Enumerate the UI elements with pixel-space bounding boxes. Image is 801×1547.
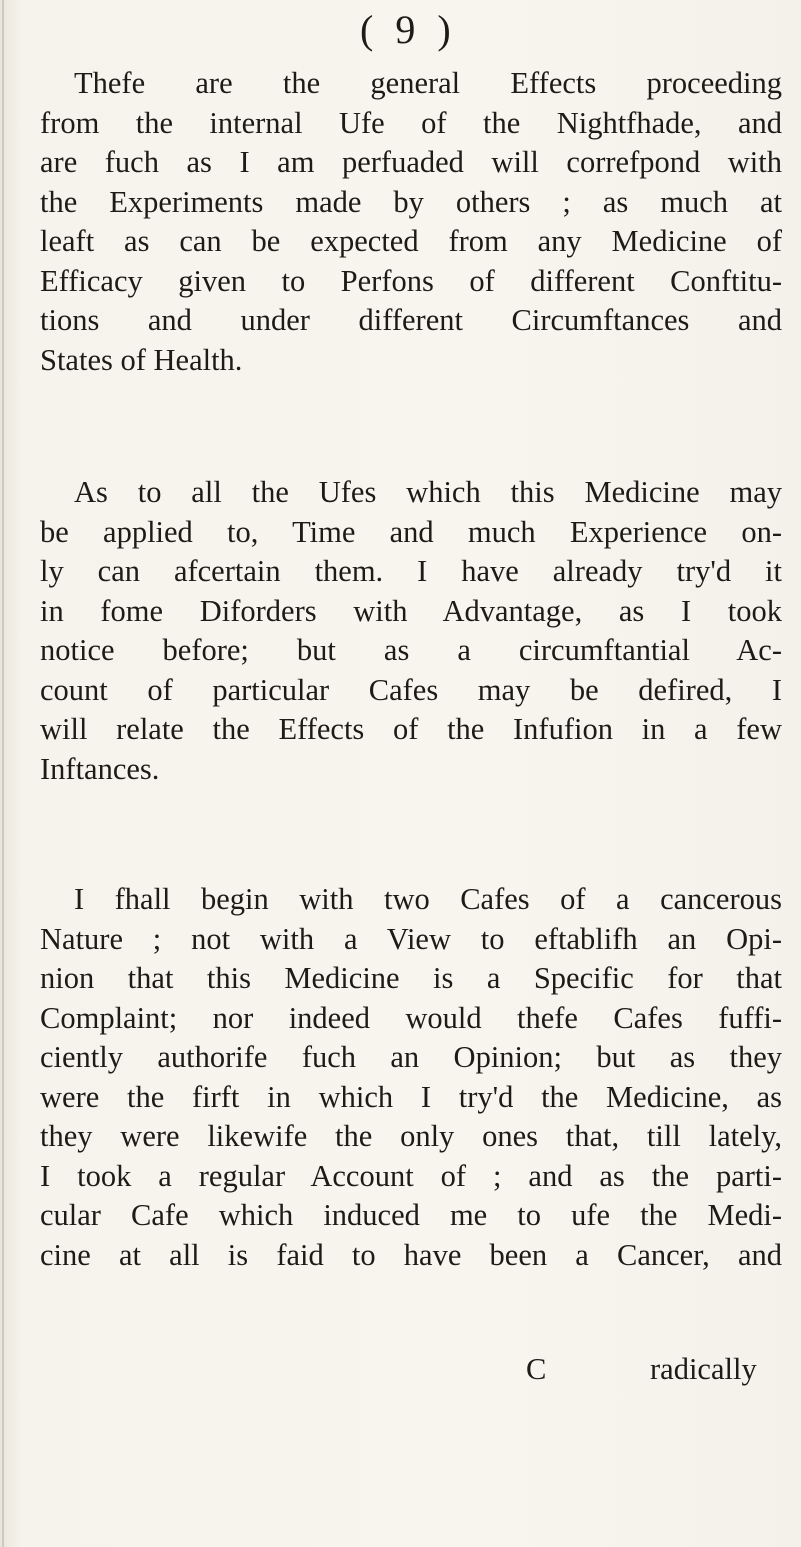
text-line: are fuch as I am perfuaded will correfpond with — [40, 145, 782, 179]
text-line: Inftances. — [40, 751, 160, 786]
text-line: ciently authorife fuch an Opinion; but as they — [40, 1040, 782, 1074]
text-line: As to all the Ufes which this Medicine may — [74, 475, 782, 509]
text-line: be applied to, Time and much Experience on- — [40, 514, 782, 549]
page-footer — [0, 1349, 801, 1389]
catchword: radically — [650, 1352, 757, 1386]
page-number: ( 9 ) — [360, 7, 457, 52]
paragraph-2 — [40, 473, 782, 789]
paragraph-1 — [40, 64, 782, 380]
text-line: Efficacy given to Perfons of different Conftitu- — [40, 263, 782, 298]
text-line: leaft as can be expected from any Medicine of — [40, 224, 782, 258]
signature-mark: C — [526, 1352, 547, 1386]
text-line: tions and under different Circumftances and — [40, 303, 782, 337]
text-line: Thefe are the general Effects proceeding — [74, 66, 782, 100]
text-line: were the firft in which I try'd the Medicine, as — [40, 1079, 782, 1114]
text-line: cine at all is faid to have been a Cancer, and — [40, 1237, 782, 1272]
text-line: I fhall begin with two Cafes of a cancerous — [74, 882, 782, 916]
text-line: Nature ; not with a View to eftablifh an Opi- — [40, 921, 782, 956]
text-line: from the internal Ufe of the Nightfhade, and — [40, 105, 782, 140]
text-line: the Experiments made by others ; as much at — [40, 184, 782, 219]
text-line: cular Cafe which induced me to ufe the Medi- — [40, 1198, 782, 1232]
text-line: in fome Diforders with Advantage, as I took — [40, 593, 782, 628]
text-line: they were likewife the only ones that, till lately, — [40, 1119, 782, 1153]
text-line: ly can afcertain them. I have already try'd it — [40, 554, 782, 588]
text-line: notice before; but as a circumftantial Ac- — [40, 633, 782, 667]
text-line: will relate the Effects of the Infufion in a few — [40, 712, 782, 746]
text-line: I took a regular Account of ; and as the parti- — [40, 1158, 782, 1193]
text-line: Complaint; nor indeed would thefe Cafes fuffi- — [40, 1000, 782, 1035]
text-line: nion that this Medicine is a Specific for that — [40, 961, 782, 995]
page-gutter-edge — [2, 0, 4, 1547]
text-line: States of Health. — [40, 342, 243, 377]
text-line: count of particular Cafes may be defired, I — [40, 672, 782, 707]
paragraph-3 — [40, 880, 782, 1275]
